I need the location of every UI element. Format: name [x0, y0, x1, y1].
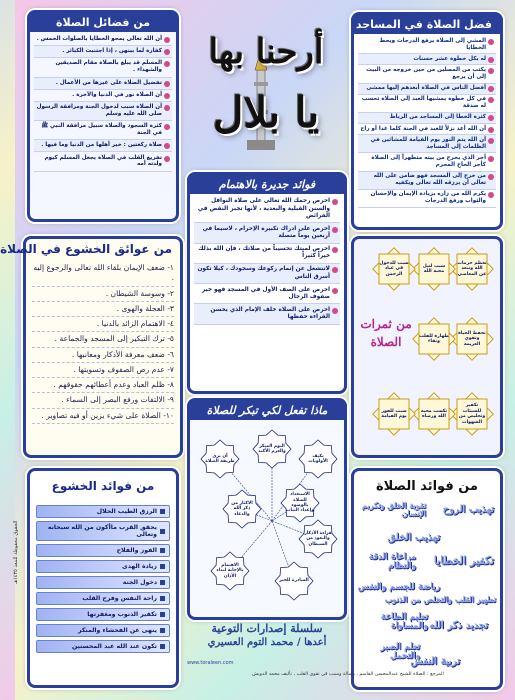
bullet-icon: [164, 61, 170, 67]
list-item-text: كثرة الخطا إلى المساجد من الرباط: [389, 114, 486, 121]
list-item: [358, 36, 496, 54]
site-url: www.toraleen.com: [187, 660, 234, 666]
bullet-icon: [488, 57, 494, 63]
madha-node-text: الاستعداد للصلاة بالوضوء وإعداد الثياب: [286, 492, 314, 514]
masajid-heading: فضل الصلاة في المساجد: [354, 15, 500, 34]
list-item-text: من خرج إلى المسجد فهو ضامن على الله تعالى أن يرزقه الله تعالى ويكفيه: [373, 173, 486, 187]
list-item: ٥- ترك التبكير إلى المسجد والجماعة .: [32, 332, 174, 347]
list-item: [34, 58, 172, 77]
thamarat-star: [413, 248, 455, 290]
list-item-text: ينهى عن الفحشاء والمنكر: [77, 627, 157, 634]
madha-node-text: الاهتمام بالإجابة لنداء الأذان: [216, 563, 244, 579]
list-item-text: أن الصلاة سبب لدخول الجنة ومرافقة الرسول صلى الله عليه وسلم: [36, 104, 162, 117]
jadida-list: [190, 194, 344, 327]
list-item: [36, 521, 170, 541]
square-bullet-icon: [160, 529, 165, 534]
thamarat-item-text: تعظم حرمات الله وتبعد عن المعاصي: [457, 260, 487, 277]
list-item-text: يكتب من المصلين من حين خروجه من البيت إلى أن يرجع: [366, 66, 486, 80]
list-item: [358, 190, 496, 208]
thamarat-star: [413, 393, 455, 435]
list-item-text: كفارة لما بينهن ، إذا اجتنبت الكبائر .: [62, 48, 162, 55]
khushu-heading: من فوائد الخشوع: [51, 479, 155, 493]
list-item: [34, 90, 172, 102]
madha-node-text: قراءة الأذكار والتعوذ من الشيطان: [304, 531, 332, 547]
list-item: [34, 34, 172, 46]
bullet-icon: [164, 156, 170, 162]
list-item-text: تكفير الذنوب ومغفرتها: [87, 611, 157, 618]
square-bullet-icon: [160, 548, 165, 553]
series-block: [187, 622, 347, 648]
list-item-text: راحة النفس وفرح القلب: [82, 595, 157, 602]
list-item-text: تكون عند الله عبد المحسنين: [71, 643, 157, 650]
bullet-icon: [488, 192, 494, 198]
list-item: [194, 196, 340, 223]
salat-word: تعليم الطاعة والمساواة: [380, 612, 428, 632]
list-item-text: احرص لميتك تحسيباً من صلاتك ، فإن الله بذلك خيراً كثيراً: [198, 246, 330, 260]
list-item-text: أن الله يتم النور يوم القيامة للمشائين في الظلمات إلى المساجد: [370, 136, 486, 150]
salat-word: تربية النفس: [410, 656, 460, 667]
madha-node: [275, 562, 313, 600]
madha-node: [223, 490, 261, 528]
thamarat-star: [451, 318, 493, 360]
page-title-line2: يا بلال: [212, 88, 320, 137]
salat-word: تطهير القلب والتخلص من الذنوب: [384, 594, 496, 604]
khushu-list: [30, 496, 176, 662]
side-text: الحقوق محفوظة للمعد ١٤٣٥هـ: [13, 520, 19, 584]
list-item: [36, 560, 170, 573]
list-item-text: يكرم الله من زاره بزيادة الإيمان والإحسان والثواب ورفع الدرجات: [370, 191, 486, 205]
list-item: [194, 244, 340, 264]
list-item-text: أفضل الناس في الصلاة أبعدهم إليها ممشى: [366, 85, 486, 92]
madha-node: [253, 430, 291, 468]
thamarat-item-text: تكسب محبة الله ورضاه: [420, 408, 448, 419]
square-bullet-icon: [160, 612, 165, 617]
fadaail-list: [30, 32, 176, 174]
list-item: [358, 113, 496, 124]
list-item: [34, 121, 172, 140]
list-item: [36, 505, 170, 518]
fadaail-panel: [27, 10, 179, 222]
list-item: ٨- ظلم العباد وعدم أعطائهم حقوقهم .: [32, 378, 174, 393]
list-item-text: أن الله أعد نزلاً للعبد في الجنة كلما غدا أو راح: [360, 125, 486, 132]
madha-panel: [187, 398, 347, 620]
bullet-icon: [164, 143, 170, 149]
madha-node-text: الاكثار من ذكر الله والدعاء: [231, 501, 253, 517]
thamarat-diagram: [354, 239, 506, 461]
bullet-icon: [488, 156, 494, 162]
list-item: [358, 135, 496, 153]
list-item: [194, 264, 340, 284]
list-item: ٦- ضعف معرفة الأذكار ومعانيها .: [32, 348, 174, 363]
madha-node-text: تكيف الأولويات: [308, 453, 328, 464]
bullet-icon: [488, 138, 494, 144]
thamarat-item-text: سبب للفوز يوم القيامة: [381, 408, 407, 419]
masajid-list: [354, 34, 500, 210]
square-bullet-icon: [160, 628, 165, 633]
list-item-text: الفوز والفلاح: [116, 547, 157, 554]
bullet-icon: [164, 105, 170, 111]
list-item: [358, 84, 496, 95]
list-item-text: المشي إلى الصلاة يرفع الدرجات ويحط الخطايا: [379, 37, 486, 51]
fadaail-heading: من فضائل الصلاة: [30, 13, 176, 32]
list-item: [36, 624, 170, 637]
list-item: [36, 608, 170, 621]
list-item-text: دخول الجنة: [122, 579, 157, 586]
awaiq-list: [26, 259, 180, 426]
bullet-icon: [164, 93, 170, 99]
list-item: [194, 304, 340, 324]
bullet-icon: [332, 308, 338, 314]
madha-node-text: أن ترى طريقة الصلاة: [205, 453, 235, 464]
title-area: [183, 10, 349, 170]
thamarat-item-text: سبب للدخول في عباد الرحمن: [379, 260, 409, 277]
bullet-icon: [488, 97, 494, 103]
list-item: [34, 46, 172, 58]
bullet-icon: [332, 199, 338, 205]
list-item: [358, 54, 496, 65]
salat-word: مراعاة الدقة والنظام: [368, 552, 416, 572]
bullet-icon: [332, 288, 338, 294]
bullet-icon: [164, 81, 170, 87]
salat-heading: من فوائد الصلاة: [375, 479, 478, 494]
list-item: [36, 576, 170, 589]
list-item: ٧- عدم رص الصفوف وتسويتها .: [32, 363, 174, 378]
thamarat-star: [413, 318, 455, 360]
list-item-text: احرص على الصف الأول في المسجد فهو خير صفوف الرجال: [201, 286, 330, 300]
thamarat-star: [373, 248, 415, 290]
series-author: أعدها / محمد التوم العسيري: [207, 637, 327, 648]
square-bullet-icon: [160, 596, 165, 601]
madha-node: [201, 440, 239, 478]
series-title: سلسلة إصدارات التوعية: [211, 622, 323, 635]
list-item-text: أن الله تعالى يمحو الخطايا بالصلوات الخمس .: [36, 36, 162, 43]
list-item: [358, 95, 496, 113]
list-item-text: صلاة ركعتين : خير أهلها من الدنيا وما فيها .: [41, 142, 162, 149]
list-item: ٤- الاهتمام الزائد بالدنيا .: [32, 317, 174, 332]
salat-word: تهذيب الخلق: [387, 532, 440, 543]
thamarat-item-text: تكفير للسيئات وتخليص من الشهوات: [458, 403, 486, 425]
thamarat-star: [373, 393, 415, 435]
square-bullet-icon: [160, 564, 165, 569]
list-item-text: أن الصلاة نور في الدنيا والآخرة .: [72, 91, 162, 98]
list-item-text: احرص على ادراك تكبيرة الإحرام ، لاسيما في أربعين يوماً متصلة: [202, 225, 330, 240]
list-item: [36, 592, 170, 605]
bullet-icon: [488, 39, 494, 45]
salat-word: تعلم الصبر والتحمل: [380, 642, 420, 662]
madha-heading: ماذا تفعل لكي تبكر للصلاة: [190, 401, 344, 420]
masajid-panel: [351, 12, 503, 230]
list-item: ١٠- الصلاة على شيء يزين أو فيه تصاوير .: [32, 409, 174, 424]
madha-node-text: المبادرة للخير: [279, 578, 309, 584]
list-item-text: تفريغ القلب في الصلاة يجعل المسلم كيوم ولدته أمه: [44, 154, 162, 168]
list-item: [358, 172, 496, 190]
bullet-icon: [164, 37, 170, 43]
salat-word: تجديد ذكر الله: [429, 620, 488, 631]
list-item: ٢- وسوسة الشيطان .: [32, 287, 174, 302]
list-item: [358, 124, 496, 135]
list-item-text: يحقق القرب ماأكون من الله سبحانه وتعالى: [47, 524, 157, 538]
list-item: [34, 152, 172, 171]
list-item: [34, 78, 172, 90]
list-item-text: كثرة السجود والصلاة سبيل مرافقة النبي ﷺ في الجنة: [41, 123, 162, 137]
list-item: [36, 544, 170, 557]
salat-word: تكفير الخطايا: [433, 554, 494, 567]
bullet-icon: [332, 267, 338, 273]
footnote: المرجع : الصلاة للشيخ عبدالمحسن القاسم ، رسالة وسبب في تقوى القلب ، تأليف محمد الدويش: [252, 672, 444, 677]
list-item-text: زيادة الهدى: [122, 563, 157, 570]
list-item-text: تفضيل الصلاة على غيرها من الأعمال .: [55, 79, 162, 86]
jadida-panel: [187, 172, 347, 394]
list-item-text: المسلم قد يبلغ بالصلاة مقام الصديقين والشهداء .: [55, 60, 162, 74]
madha-node: [211, 552, 249, 590]
bullet-icon: [488, 127, 494, 133]
awaiq-heading: من عوائق الخشوع في الصلاة: [0, 242, 172, 256]
thamarat-item-text: تحفظ الحياة وتقوي العزيمة: [458, 330, 486, 347]
list-item-text: له بكل خطوة عشر حسنات: [413, 55, 486, 62]
list-item: ٩- الالتفات ورفع البصر إلى السماء .: [32, 393, 174, 408]
list-item-text: احرص رحمك الله تعالى على صلاة النوافل والسنن القبلية والبعدية ، لأنها تجبر النقص في الفرائض: [197, 198, 330, 219]
madha-node-text: النوم المبكر والعزم الأكيد: [258, 443, 286, 454]
salat-word: تهذيب الروح: [442, 504, 494, 515]
awaiq-panel: [0, 236, 183, 458]
list-item: [358, 153, 496, 171]
thamarat-item-text: طهارة للقلب ونقاء: [419, 333, 449, 344]
list-item: [194, 223, 340, 243]
list-item-text: لاتنشغل عن إتمام ركوعك وسجودك ، كيلا تكون أسرق الناس: [197, 266, 330, 280]
salat-word: تقوية الخلق وتكريم الإنسان: [361, 500, 426, 519]
list-item: [34, 140, 172, 152]
thamarat-item-text: سبب لنيل محبة الله: [422, 263, 446, 274]
bullet-icon: [332, 247, 338, 253]
jadida-heading: فوائد جديرة بالاهتمام: [190, 175, 344, 194]
bullet-icon: [488, 115, 494, 121]
madha-node: [299, 440, 337, 478]
thamarat-panel: [351, 236, 503, 458]
list-item-text: احرص على الصلاة خلف الإمام الذي يحسن القراءة حفظها: [210, 306, 330, 321]
khushu-panel: [27, 468, 179, 688]
bullet-icon: [488, 174, 494, 180]
thamarat-star: [451, 393, 493, 435]
list-item: [194, 284, 340, 304]
list-item: [34, 102, 172, 121]
list-item-text: في كل خطوة يمشيها العبد إلى الصلاة تحسب له صدقة: [361, 96, 486, 110]
list-item: ١- ضعف الإيمان بلقاء الله تعالى والرجوع إليه .: [32, 261, 174, 287]
madha-diagram: [190, 421, 350, 621]
bullet-icon: [488, 68, 494, 74]
square-bullet-icon: [160, 644, 165, 649]
list-item: [36, 640, 170, 653]
list-item: [358, 65, 496, 83]
square-bullet-icon: [160, 580, 165, 585]
salat-word-cloud: [354, 497, 500, 677]
bullet-icon: [164, 49, 170, 55]
madha-node: [281, 484, 319, 522]
list-item: ٣- العجلة والهوى .: [32, 302, 174, 317]
bullet-icon: [164, 124, 170, 130]
bullet-icon: [488, 86, 494, 92]
salat-word: رياضة للجسم والنفس: [357, 582, 440, 592]
square-bullet-icon: [160, 509, 165, 514]
bullet-icon: [332, 227, 338, 233]
salat-panel: [351, 468, 503, 690]
list-item-text: الرزق الطيب الحلال: [96, 508, 157, 515]
thamarat-label: من ثمرات الصلاة: [360, 317, 412, 349]
thamarat-star: [451, 248, 493, 290]
madha-node: [299, 520, 337, 558]
list-item-text: أجر الذي يخرج من بيته متطهراً إلى الصلاة كأجر الحاج المحرم: [371, 154, 486, 168]
page-title: أرحنا بها: [208, 32, 324, 72]
